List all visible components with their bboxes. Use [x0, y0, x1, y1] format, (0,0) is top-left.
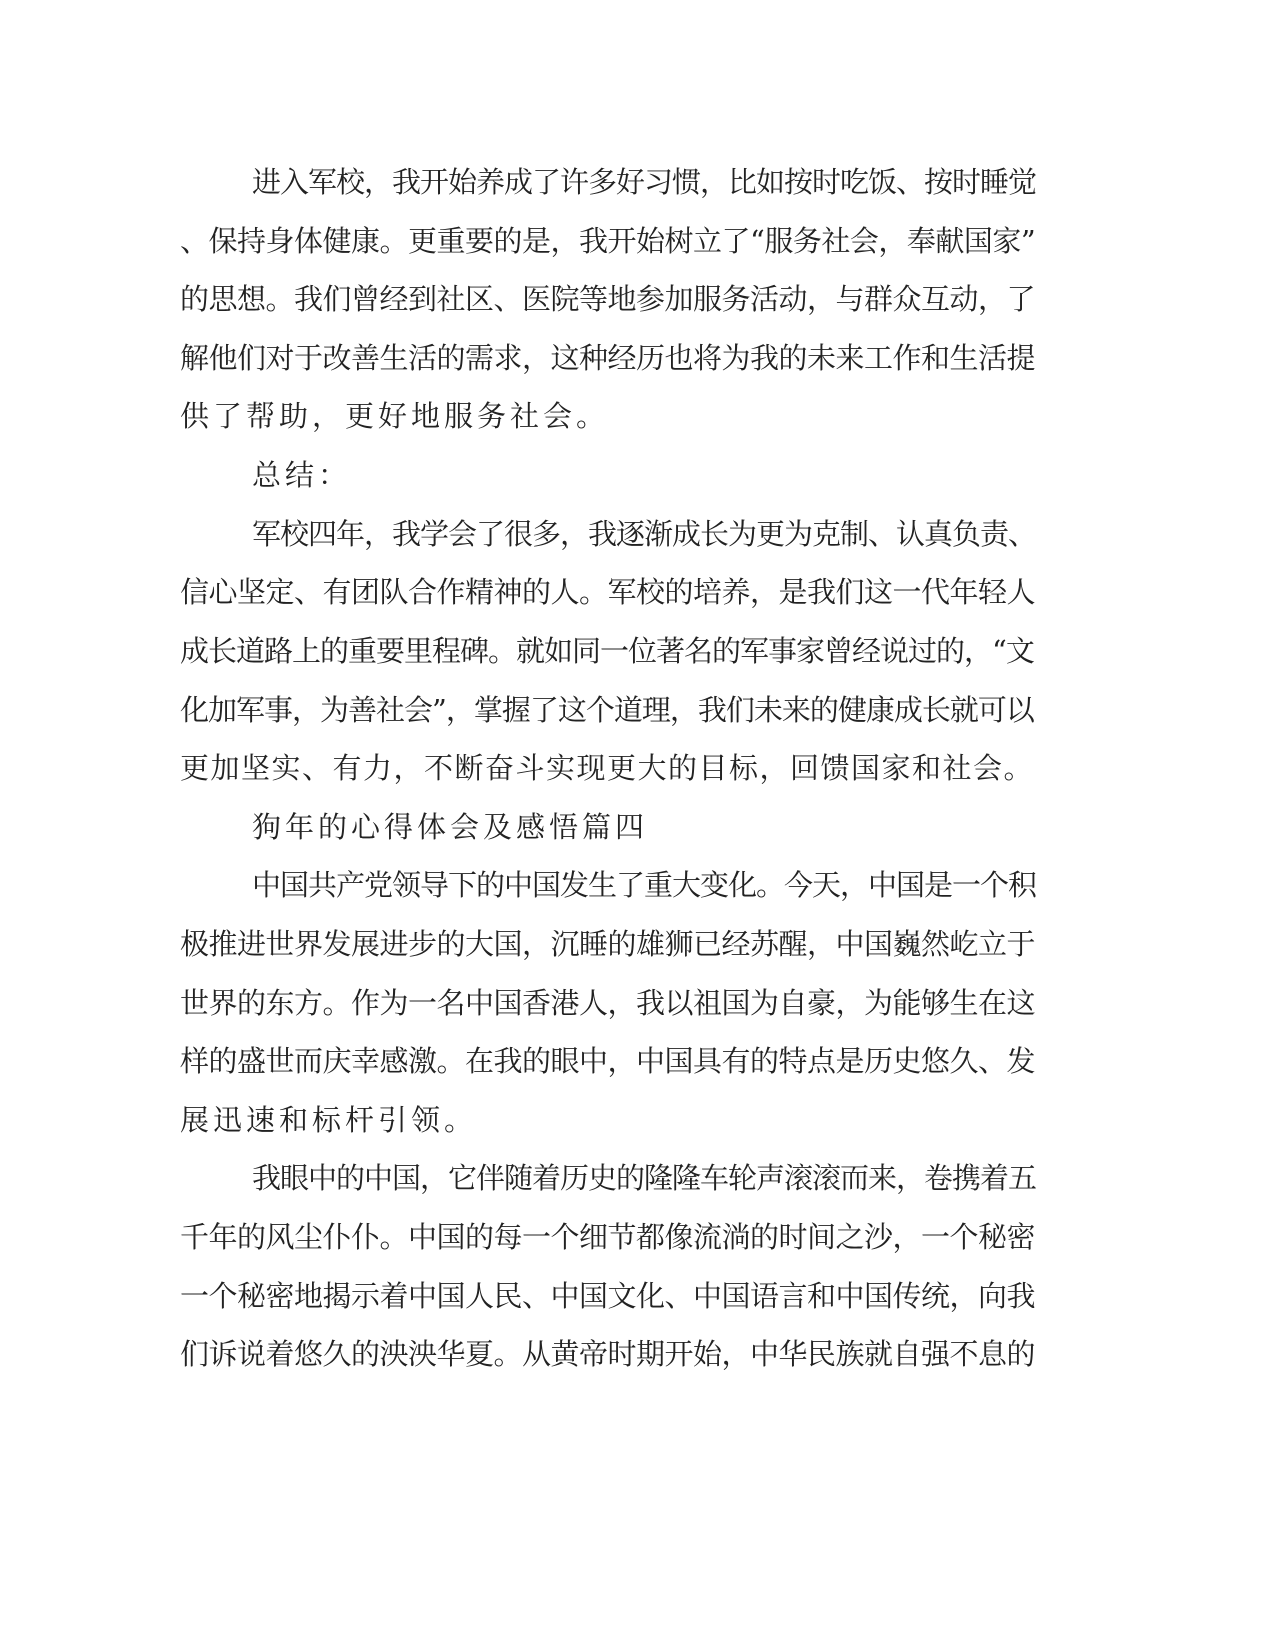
text-line-13: 中国共产党领导下的中国发生了重大变化。今天，中国是一个积	[252, 868, 1037, 902]
text-line-11: 更加坚实、有力，不断奋斗实现更大的目标，回馈国家和社会。	[180, 751, 1035, 785]
text-line-18: 我眼中的中国，它伴随着历史的隆隆车轮声滚滚而来，卷携着五	[252, 1161, 1037, 1195]
text-line-15: 世界的东方。作为一名中国香港人，我以祖国为自豪，为能够生在这	[180, 986, 1036, 1020]
section-heading-chapter-four: 狗年的心得体会及感悟篇四	[252, 810, 649, 844]
text-line-19: 千年的风尘仆仆。中国的每一个细节都像流淌的时间之沙，一个秘密	[180, 1220, 1036, 1254]
text-line-17: 展迅速和标杆引领。	[180, 1103, 478, 1137]
text-line-20: 一个秘密地揭示着中国人民、中国文化、中国语言和中国传统，向我	[180, 1279, 1036, 1313]
text-line-8: 信心坚定、有团队合作精神的人。军校的培养，是我们这一代年轻人	[180, 575, 1036, 609]
text-line-3: 的思想。我们曾经到社区、医院等地参加服务活动，与群众互动，了	[180, 282, 1036, 316]
text-line-5: 供了帮助，更好地服务社会。	[180, 399, 610, 433]
text-line-9: 成长道路上的重要里程碑。就如同一位著名的军事家曾经说过的，“文	[180, 634, 1034, 668]
text-line-7: 军校四年，我学会了很多，我逐渐成长为更为克制、认真负责、	[252, 517, 1037, 551]
section-heading-summary: 总结：	[252, 458, 352, 492]
text-line-16: 样的盛世而庆幸感激。在我的眼中，中国具有的特点是历史悠久、发	[180, 1044, 1036, 1078]
text-line-10: 化加军事，为善社会”，掌握了这个道理，我们未来的健康成长就可以	[180, 693, 1034, 727]
text-line-1: 进入军校，我开始养成了许多好习惯，比如按时吃饭、按时睡觉	[252, 165, 1037, 199]
text-line-21: 们诉说着悠久的泱泱华夏。从黄帝时期开始，中华民族就自强不息的	[180, 1337, 1036, 1371]
text-line-4: 解他们对于改善生活的需求，这种经历也将为我的未来工作和生活提	[180, 341, 1036, 375]
text-line-2: 、保持身体健康。更重要的是，我开始树立了“服务社会，奉献国家”	[180, 224, 1036, 258]
text-line-14: 极推进世界发展进步的大国，沉睡的雄狮已经苏醒，中国巍然屹立于	[180, 927, 1036, 961]
